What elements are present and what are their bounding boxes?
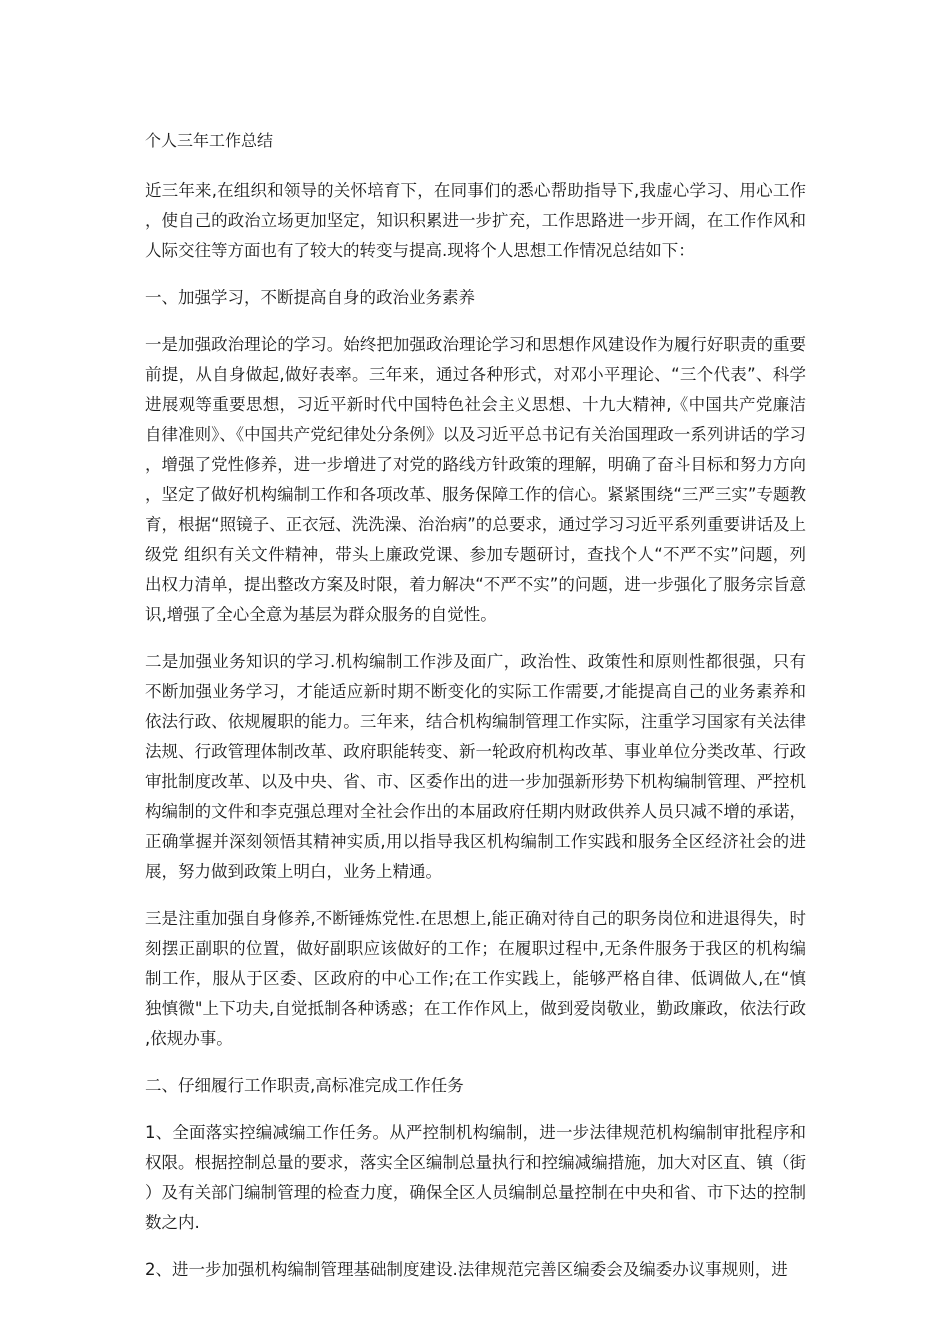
section-2-item-1: 1、全面落实控编减编工作任务。从严控制机构编制，进一步法律规范机构编制审批程序和权限。根据控制总量的要求，落实全区编制总量执行和控编减编措施，加大对区直、镇（街）及有关部门编制管理的检查力度，确保全区人员编制总量控制在中央和省、市下达的控制数之内. <box>145 1123 806 1232</box>
section-1-paragraph-2: 二是加强业务知识的学习.机构编制工作涉及面广，政治性、政策性和原则性都很强，只有不断加强业务学习，才能适应新时期不断变化的实际工作需要,才能提高自己的业务素养和依法行政、依规履职的能力。三年来，结合机构编制管理工作实际，注重学习国家有关法律法规、行政管理体制改革、政府职能转变、新一轮政府机构改革、事业单位分类改革、行政审批制度改革、以及中央、省、市、区委作出的进一步加强新形势下机构编制管理、严控机构编制的文件和李克强总理对全社会作出的本届政府任期内财政供养人员只减不增的承诺，正确掌握并深刻领悟其精神实质,用以指导我区机构编制工作实践和服务全区经济社会的进展，努力做到政策上明白，业务上精通。 <box>145 652 806 881</box>
intro-paragraph: 近三年来,在组织和领导的关怀培育下，在同事们的悉心帮助指导下,我虚心学习、用心工作，使自己的政治立场更加坚定，知识积累进一步扩充，工作思路进一步开阔，在工作作风和人际交往等方面也有了较大的转变与提高.现将个人思想工作情况总结如下： <box>145 181 806 260</box>
section-1-heading: 一、加强学习，不断提高自身的政治业务素养 <box>145 288 475 307</box>
document-title: 个人三年工作总结 <box>145 131 274 150</box>
section-1-paragraph-3: 三是注重加强自身修养,不断锤炼党性.在思想上,能正确对待自己的职务岗位和进退得失，时刻摆正副职的位置，做好副职应该做好的工作；在履职过程中,无条件服务于我区的机构编制工作，服从于区委、区政府的中心工作;在工作实践上，能够严格自律、低调做人,在“慎独慎微"上下功夫,自觉抵制各种诱惑；在工作作风上，做到爱岗敬业，勤政廉政，依法行政,依规办事。 <box>145 909 806 1048</box>
section-2-item-2: 2、进一步加强机构编制管理基础制度建设.法律规范完善区编委会及编委办议事规则，进 <box>145 1260 788 1279</box>
section-1-paragraph-1: 一是加强政治理论的学习。始终把加强政治理论学习和思想作风建设作为履行好职责的重要前提，从自身做起,做好表率。三年来，通过各种形式，对邓小平理论、“三个代表”、科学进展观等重要思想，习近平新时代中国特色社会主义思想、十九大精神,《中国共产党廉洁自律准则》、《中国共产党纪律处分条例》以及习近平总书记有关治国理政一系列讲话的学习，增强了党性修养，进一步增进了对党的路线方针政策的理解，明确了奋斗目标和努力方向，坚定了做好机构编制工作和各项改革、服务保障工作的信心。紧紧围绕“三严三实”专题教育，根据“照镜子、正衣冠、洗洗澡、治治病”的总要求，通过学习习近平系列重要讲话及上级党 组织有关文件精神，带头上廉政党课、参加专题研讨，查找个人“不严不实”问题，列出权力清单，提出整改方案及时限，着力解决“不严不实”的问题，进一步强化了服务宗旨意识,增强了全心全意为基层为群众服务的自觉性。 <box>145 335 806 624</box>
section-2-heading: 二、仔细履行工作职责,高标准完成工作任务 <box>145 1076 464 1095</box>
